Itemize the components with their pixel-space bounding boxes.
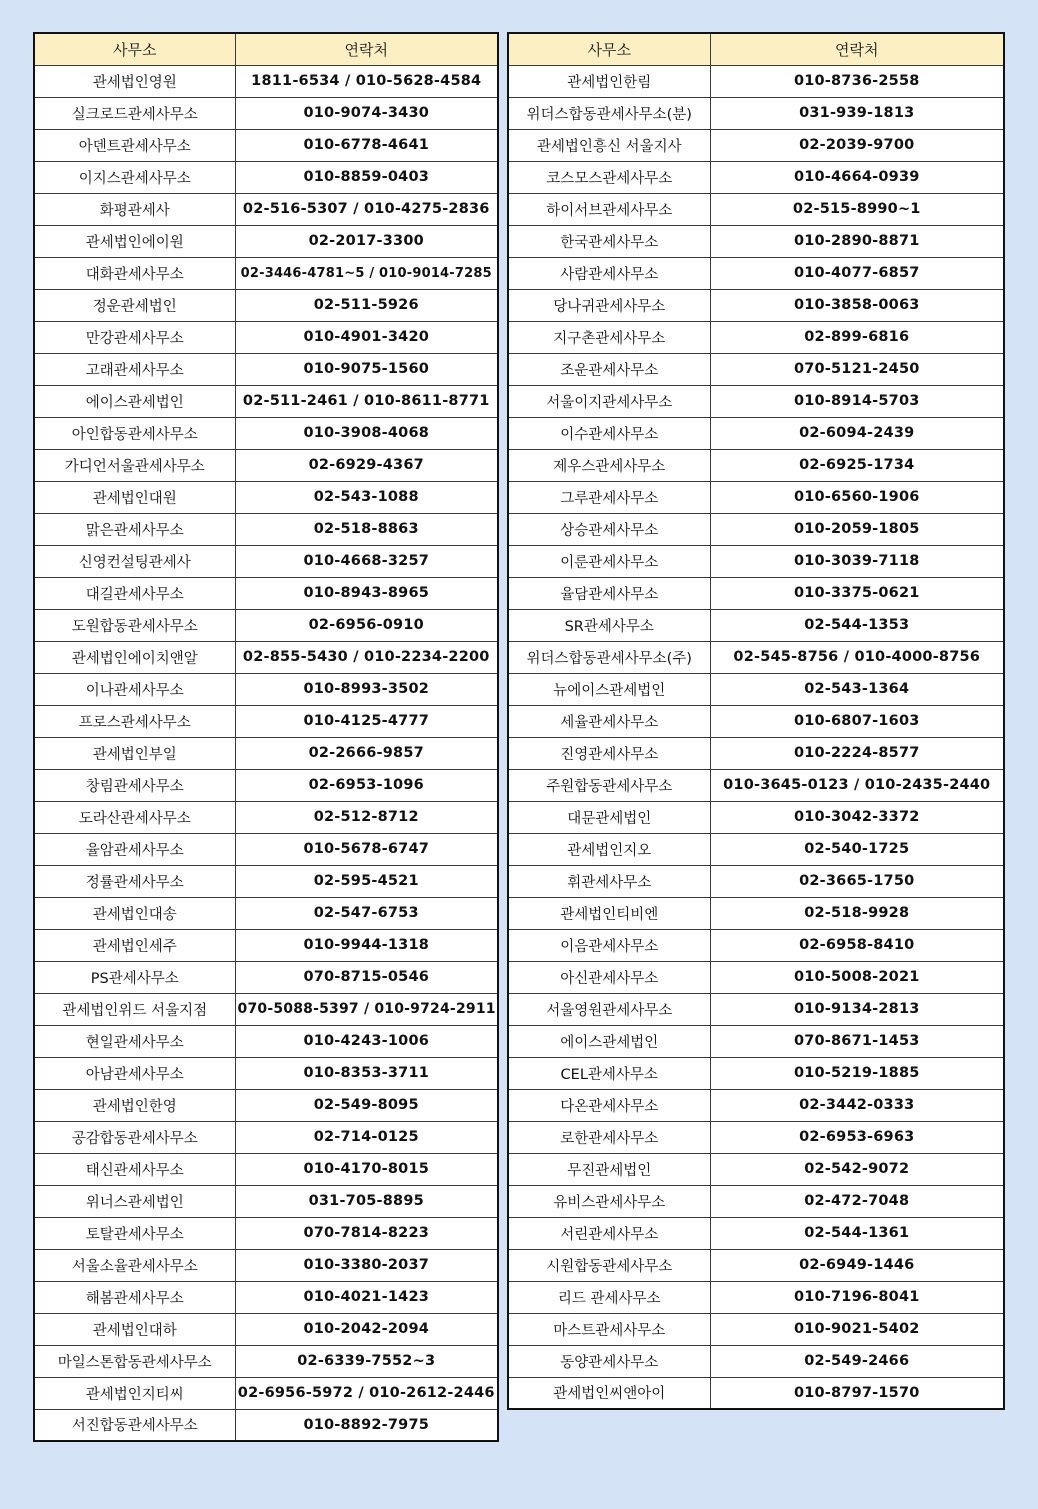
table-row: [508, 1153, 1004, 1185]
office-name-cell: 시원합동관세사무소: [508, 1249, 710, 1281]
table-row: [34, 1057, 498, 1089]
left-table-body: [34, 65, 498, 1441]
table-row: [508, 801, 1004, 833]
contact-number-cell: 02-2039-9700: [710, 129, 1004, 161]
table-row: [508, 897, 1004, 929]
office-name-cell: 대문관세법인: [508, 801, 710, 833]
office-name-cell: 관세법인지오: [508, 833, 710, 865]
office-name-cell: 관세법인대송: [34, 897, 235, 929]
contact-number-cell: 010-2042-2094: [235, 1313, 498, 1345]
contact-number-cell: 010-2224-8577: [710, 737, 1004, 769]
table-row: [508, 353, 1004, 385]
contact-number-cell: 02-6949-1446: [710, 1249, 1004, 1281]
contact-number-cell: 02-714-0125: [235, 1121, 498, 1153]
table-row: [34, 865, 498, 897]
contact-number-cell: 010-8943-8965: [235, 577, 498, 609]
office-name-cell: 유비스관세사무소: [508, 1185, 710, 1217]
table-row: [34, 801, 498, 833]
office-name-cell: 관세법인한림: [508, 65, 710, 97]
office-name-cell: 이수관세사무소: [508, 417, 710, 449]
office-name-cell: 서린관세사무소: [508, 1217, 710, 1249]
office-name-cell: 실크로드관세사무소: [34, 97, 235, 129]
table-row: [508, 1313, 1004, 1345]
office-name-cell: 율담관세사무소: [508, 577, 710, 609]
table-row: [34, 737, 498, 769]
contact-number-cell: 02-2017-3300: [235, 225, 498, 257]
office-name-cell: 주원합동관세사무소: [508, 769, 710, 801]
contact-number-cell: 070-5088-5397 / 010-9724-2911: [235, 993, 498, 1025]
contact-number-cell: 02-511-5926: [235, 289, 498, 321]
office-column-header: 사무소: [508, 33, 710, 65]
contact-number-cell: 02-515-8990~1: [710, 193, 1004, 225]
contact-number-cell: 010-3908-4068: [235, 417, 498, 449]
table-row: [508, 1281, 1004, 1313]
table-row: [34, 1377, 498, 1409]
table-row: [508, 705, 1004, 737]
contact-number-cell: 010-4664-0939: [710, 161, 1004, 193]
office-name-cell: 진영관세사무소: [508, 737, 710, 769]
contact-number-cell: 02-6956-5972 / 010-2612-2446: [235, 1377, 498, 1409]
right-table-body: [508, 65, 1004, 1409]
contact-number-cell: 02-547-6753: [235, 897, 498, 929]
contact-number-cell: 02-518-9928: [710, 897, 1004, 929]
table-row: [508, 1185, 1004, 1217]
table-row: [508, 321, 1004, 353]
table-row: [34, 1217, 498, 1249]
table-row: [508, 1249, 1004, 1281]
contact-number-cell: 010-3039-7118: [710, 545, 1004, 577]
contact-number-cell: 02-542-9072: [710, 1153, 1004, 1185]
table-row: [34, 1345, 498, 1377]
table-row: [508, 577, 1004, 609]
office-name-cell: 관세법인한영: [34, 1089, 235, 1121]
office-name-cell: 동양관세사무소: [508, 1345, 710, 1377]
office-name-cell: 가디언서울관세사무소: [34, 449, 235, 481]
office-name-cell: 그루관세사무소: [508, 481, 710, 513]
contact-number-cell: 010-8859-0403: [235, 161, 498, 193]
table-row: [34, 545, 498, 577]
contact-number-cell: 02-516-5307 / 010-4275-2836: [235, 193, 498, 225]
table-row: [508, 737, 1004, 769]
contact-number-cell: 02-518-8863: [235, 513, 498, 545]
contact-number-cell: 02-6958-8410: [710, 929, 1004, 961]
office-name-cell: 도원합동관세사무소: [34, 609, 235, 641]
contact-number-cell: 010-8892-7975: [235, 1409, 498, 1441]
contact-number-cell: 010-3375-0621: [710, 577, 1004, 609]
office-name-cell: 상승관세사무소: [508, 513, 710, 545]
contact-number-cell: 010-9944-1318: [235, 929, 498, 961]
table-row: [508, 161, 1004, 193]
table-row: [508, 129, 1004, 161]
contact-number-cell: 02-855-5430 / 010-2234-2200: [235, 641, 498, 673]
office-name-cell: 하이서브관세사무소: [508, 193, 710, 225]
office-name-cell: 뉴에이스관세법인: [508, 673, 710, 705]
office-name-cell: SR관세사무소: [508, 609, 710, 641]
office-name-cell: 무진관세법인: [508, 1153, 710, 1185]
contact-number-cell: 010-8914-5703: [710, 385, 1004, 417]
contact-number-cell: 02-472-7048: [710, 1185, 1004, 1217]
office-name-cell: 창림관세사무소: [34, 769, 235, 801]
contact-number-cell: 010-9075-1560: [235, 353, 498, 385]
office-name-cell: 제우스관세사무소: [508, 449, 710, 481]
contact-number-cell: 02-3446-4781~5 / 010-9014-7285: [235, 257, 498, 289]
table-row: [508, 769, 1004, 801]
table-row: [508, 513, 1004, 545]
office-name-cell: 현일관세사무소: [34, 1025, 235, 1057]
office-name-cell: 위너스관세법인: [34, 1185, 235, 1217]
contact-number-cell: 010-4668-3257: [235, 545, 498, 577]
table-row: [34, 609, 498, 641]
table-row: [34, 1185, 498, 1217]
office-name-cell: 이음관세사무소: [508, 929, 710, 961]
contact-number-cell: 010-8797-1570: [710, 1377, 1004, 1409]
office-column-header: 사무소: [34, 33, 235, 65]
table-row: [508, 833, 1004, 865]
office-name-cell: 서울소율관세사무소: [34, 1249, 235, 1281]
office-name-cell: 휘관세사무소: [508, 865, 710, 897]
office-name-cell: 로한관세사무소: [508, 1121, 710, 1153]
office-name-cell: 이나관세사무소: [34, 673, 235, 705]
office-name-cell: 위더스합동관세사무소(분): [508, 97, 710, 129]
office-name-cell: 대화관세사무소: [34, 257, 235, 289]
contact-number-cell: 010-4021-1423: [235, 1281, 498, 1313]
contact-number-cell: 010-8353-3711: [235, 1057, 498, 1089]
contact-number-cell: 010-9021-5402: [710, 1313, 1004, 1345]
table-row: [508, 193, 1004, 225]
table-row: [34, 97, 498, 129]
contact-number-cell: 02-3442-0333: [710, 1089, 1004, 1121]
table-row: [508, 993, 1004, 1025]
office-name-cell: 이지스관세사무소: [34, 161, 235, 193]
contact-number-cell: 02-6953-6963: [710, 1121, 1004, 1153]
table-row: [34, 225, 498, 257]
table-row: [34, 385, 498, 417]
contact-number-cell: 010-4077-6857: [710, 257, 1004, 289]
contact-number-cell: 010-3858-0063: [710, 289, 1004, 321]
office-name-cell: 아남관세사무소: [34, 1057, 235, 1089]
table-row: [34, 1409, 498, 1441]
office-name-cell: 관세법인에이원: [34, 225, 235, 257]
contact-number-cell: 02-6953-1096: [235, 769, 498, 801]
table-row: [34, 993, 498, 1025]
contact-number-cell: 010-6807-1603: [710, 705, 1004, 737]
contact-column-header: 연락처: [710, 33, 1004, 65]
right-office-table: [507, 32, 1005, 1410]
contact-number-cell: 02-6956-0910: [235, 609, 498, 641]
contact-number-cell: 010-4901-3420: [235, 321, 498, 353]
office-name-cell: 아신관세사무소: [508, 961, 710, 993]
table-row: [508, 673, 1004, 705]
contact-number-cell: 010-9074-3430: [235, 97, 498, 129]
office-name-cell: 관세법인에이치앤알: [34, 641, 235, 673]
table-row: [34, 833, 498, 865]
office-name-cell: 해봄관세사무소: [34, 1281, 235, 1313]
office-name-cell: 도라산관세사무소: [34, 801, 235, 833]
table-row: [34, 1121, 498, 1153]
table-row: [508, 545, 1004, 577]
table-row: [508, 257, 1004, 289]
table-row: [34, 1153, 498, 1185]
office-name-cell: 관세법인위드 서울지점: [34, 993, 235, 1025]
office-name-cell: 리드 관세사무소: [508, 1281, 710, 1313]
table-row: [34, 129, 498, 161]
contact-number-cell: 010-5219-1885: [710, 1057, 1004, 1089]
contact-number-cell: 02-2666-9857: [235, 737, 498, 769]
contact-number-cell: 02-549-2466: [710, 1345, 1004, 1377]
contact-number-cell: 010-8736-2558: [710, 65, 1004, 97]
table-row: [34, 1025, 498, 1057]
office-name-cell: 관세법인대하: [34, 1313, 235, 1345]
table-row: [34, 705, 498, 737]
contact-number-cell: 02-543-1088: [235, 481, 498, 513]
office-name-cell: 다온관세사무소: [508, 1089, 710, 1121]
table-row: [508, 289, 1004, 321]
contact-number-cell: 02-595-4521: [235, 865, 498, 897]
office-name-cell: 공감합동관세사무소: [34, 1121, 235, 1153]
office-name-cell: 위더스합동관세사무소(주): [508, 641, 710, 673]
office-name-cell: 아덴트관세사무소: [34, 129, 235, 161]
office-name-cell: 만강관세사무소: [34, 321, 235, 353]
contact-number-cell: 010-2890-8871: [710, 225, 1004, 257]
contact-number-cell: 010-6560-1906: [710, 481, 1004, 513]
office-name-cell: 에이스관세법인: [34, 385, 235, 417]
contact-number-cell: 02-6094-2439: [710, 417, 1004, 449]
contact-number-cell: 02-544-1353: [710, 609, 1004, 641]
table-row: [508, 1025, 1004, 1057]
contact-number-cell: 010-8993-3502: [235, 673, 498, 705]
table-row: [508, 961, 1004, 993]
contact-number-cell: 010-4170-8015: [235, 1153, 498, 1185]
office-name-cell: 고래관세사무소: [34, 353, 235, 385]
contact-number-cell: 02-6929-4367: [235, 449, 498, 481]
table-row: [508, 449, 1004, 481]
table-row: [34, 929, 498, 961]
table-row: [34, 353, 498, 385]
office-name-cell: 서진합동관세사무소: [34, 1409, 235, 1441]
contact-number-cell: 02-511-2461 / 010-8611-8771: [235, 385, 498, 417]
contact-number-cell: 010-4243-1006: [235, 1025, 498, 1057]
office-name-cell: 관세법인티비엔: [508, 897, 710, 929]
table-row: [508, 1377, 1004, 1409]
office-name-cell: 관세법인흥신 서울지사: [508, 129, 710, 161]
contact-number-cell: 010-9134-2813: [710, 993, 1004, 1025]
office-name-cell: 관세법인영원: [34, 65, 235, 97]
office-name-cell: 마스트관세사무소: [508, 1313, 710, 1345]
table-row: [34, 769, 498, 801]
office-name-cell: 프로스관세사무소: [34, 705, 235, 737]
office-name-cell: 율암관세사무소: [34, 833, 235, 865]
table-row: [508, 65, 1004, 97]
table-row: [34, 449, 498, 481]
table-row: [34, 1249, 498, 1281]
office-name-cell: 관세법인부일: [34, 737, 235, 769]
office-name-cell: 서울영원관세사무소: [508, 993, 710, 1025]
office-name-cell: 토탈관세사무소: [34, 1217, 235, 1249]
header-row: [34, 33, 498, 65]
office-name-cell: 사람관세사무소: [508, 257, 710, 289]
table-row: [508, 641, 1004, 673]
table-row: [34, 257, 498, 289]
table-row: [508, 929, 1004, 961]
contact-number-cell: 010-7196-8041: [710, 1281, 1004, 1313]
table-row: [508, 1217, 1004, 1249]
office-name-cell: CEL관세사무소: [508, 1057, 710, 1089]
table-row: [34, 321, 498, 353]
contact-number-cell: 010-3645-0123 / 010-2435-2440: [710, 769, 1004, 801]
office-name-cell: 지구촌관세사무소: [508, 321, 710, 353]
table-row: [508, 97, 1004, 129]
office-name-cell: 정률관세사무소: [34, 865, 235, 897]
office-name-cell: 대길관세사무소: [34, 577, 235, 609]
table-row: [34, 193, 498, 225]
table-row: [34, 641, 498, 673]
table-row: [34, 1281, 498, 1313]
table-row: [34, 417, 498, 449]
office-name-cell: 관세법인지티씨: [34, 1377, 235, 1409]
table-row: [34, 1089, 498, 1121]
contact-number-cell: 031-705-8895: [235, 1185, 498, 1217]
table-row: [508, 225, 1004, 257]
contact-number-cell: 010-4125-4777: [235, 705, 498, 737]
contact-number-cell: 070-5121-2450: [710, 353, 1004, 385]
office-name-cell: 맑은관세사무소: [34, 513, 235, 545]
contact-number-cell: 02-899-6816: [710, 321, 1004, 353]
contact-number-cell: 010-5008-2021: [710, 961, 1004, 993]
office-name-cell: 이룬관세사무소: [508, 545, 710, 577]
table-row: [508, 385, 1004, 417]
office-name-cell: 세율관세사무소: [508, 705, 710, 737]
table-row: [508, 1089, 1004, 1121]
office-name-cell: PS관세사무소: [34, 961, 235, 993]
office-name-cell: 정운관세법인: [34, 289, 235, 321]
office-name-cell: 태신관세사무소: [34, 1153, 235, 1185]
contact-number-cell: 010-5678-6747: [235, 833, 498, 865]
office-name-cell: 서울이지관세사무소: [508, 385, 710, 417]
table-row: [508, 1057, 1004, 1089]
left-office-table: [33, 32, 499, 1442]
office-name-cell: 에이스관세법인: [508, 1025, 710, 1057]
contact-number-cell: 010-2059-1805: [710, 513, 1004, 545]
contact-number-cell: 02-540-1725: [710, 833, 1004, 865]
contact-number-cell: 070-8671-1453: [710, 1025, 1004, 1057]
header-row: [508, 33, 1004, 65]
contact-column-header: 연락처: [235, 33, 498, 65]
office-name-cell: 관세법인세주: [34, 929, 235, 961]
table-row: [508, 481, 1004, 513]
table-row: [34, 961, 498, 993]
contact-number-cell: 070-7814-8223: [235, 1217, 498, 1249]
table-row: [34, 161, 498, 193]
contact-number-cell: 010-3380-2037: [235, 1249, 498, 1281]
office-name-cell: 관세법인대원: [34, 481, 235, 513]
office-name-cell: 화평관세사: [34, 193, 235, 225]
table-row: [508, 609, 1004, 641]
contact-number-cell: 010-3042-3372: [710, 801, 1004, 833]
table-row: [34, 65, 498, 97]
table-row: [34, 513, 498, 545]
contact-number-cell: 02-3665-1750: [710, 865, 1004, 897]
contact-number-cell: 02-545-8756 / 010-4000-8756: [710, 641, 1004, 673]
contact-number-cell: 02-543-1364: [710, 673, 1004, 705]
office-name-cell: 신영컨설팅관세사: [34, 545, 235, 577]
table-row: [508, 1121, 1004, 1153]
table-row: [34, 481, 498, 513]
table-row: [34, 1313, 498, 1345]
contact-number-cell: 02-544-1361: [710, 1217, 1004, 1249]
contact-number-cell: 010-6778-4641: [235, 129, 498, 161]
office-name-cell: 조운관세사무소: [508, 353, 710, 385]
table-row: [34, 289, 498, 321]
office-name-cell: 아인합동관세사무소: [34, 417, 235, 449]
office-name-cell: 관세법인씨앤아이: [508, 1377, 710, 1409]
table-row: [34, 673, 498, 705]
office-name-cell: 마일스톤합동관세사무소: [34, 1345, 235, 1377]
contact-number-cell: 02-6339-7552~3: [235, 1345, 498, 1377]
contact-number-cell: 02-549-8095: [235, 1089, 498, 1121]
office-name-cell: 코스모스관세사무소: [508, 161, 710, 193]
table-row: [508, 1345, 1004, 1377]
table-row: [508, 865, 1004, 897]
office-name-cell: 한국관세사무소: [508, 225, 710, 257]
table-row: [508, 417, 1004, 449]
contact-number-cell: 02-512-8712: [235, 801, 498, 833]
contact-number-cell: 02-6925-1734: [710, 449, 1004, 481]
table-row: [34, 897, 498, 929]
contact-number-cell: 031-939-1813: [710, 97, 1004, 129]
contact-number-cell: 070-8715-0546: [235, 961, 498, 993]
contact-number-cell: 1811-6534 / 010-5628-4584: [235, 65, 498, 97]
office-name-cell: 당나귀관세사무소: [508, 289, 710, 321]
table-row: [34, 577, 498, 609]
